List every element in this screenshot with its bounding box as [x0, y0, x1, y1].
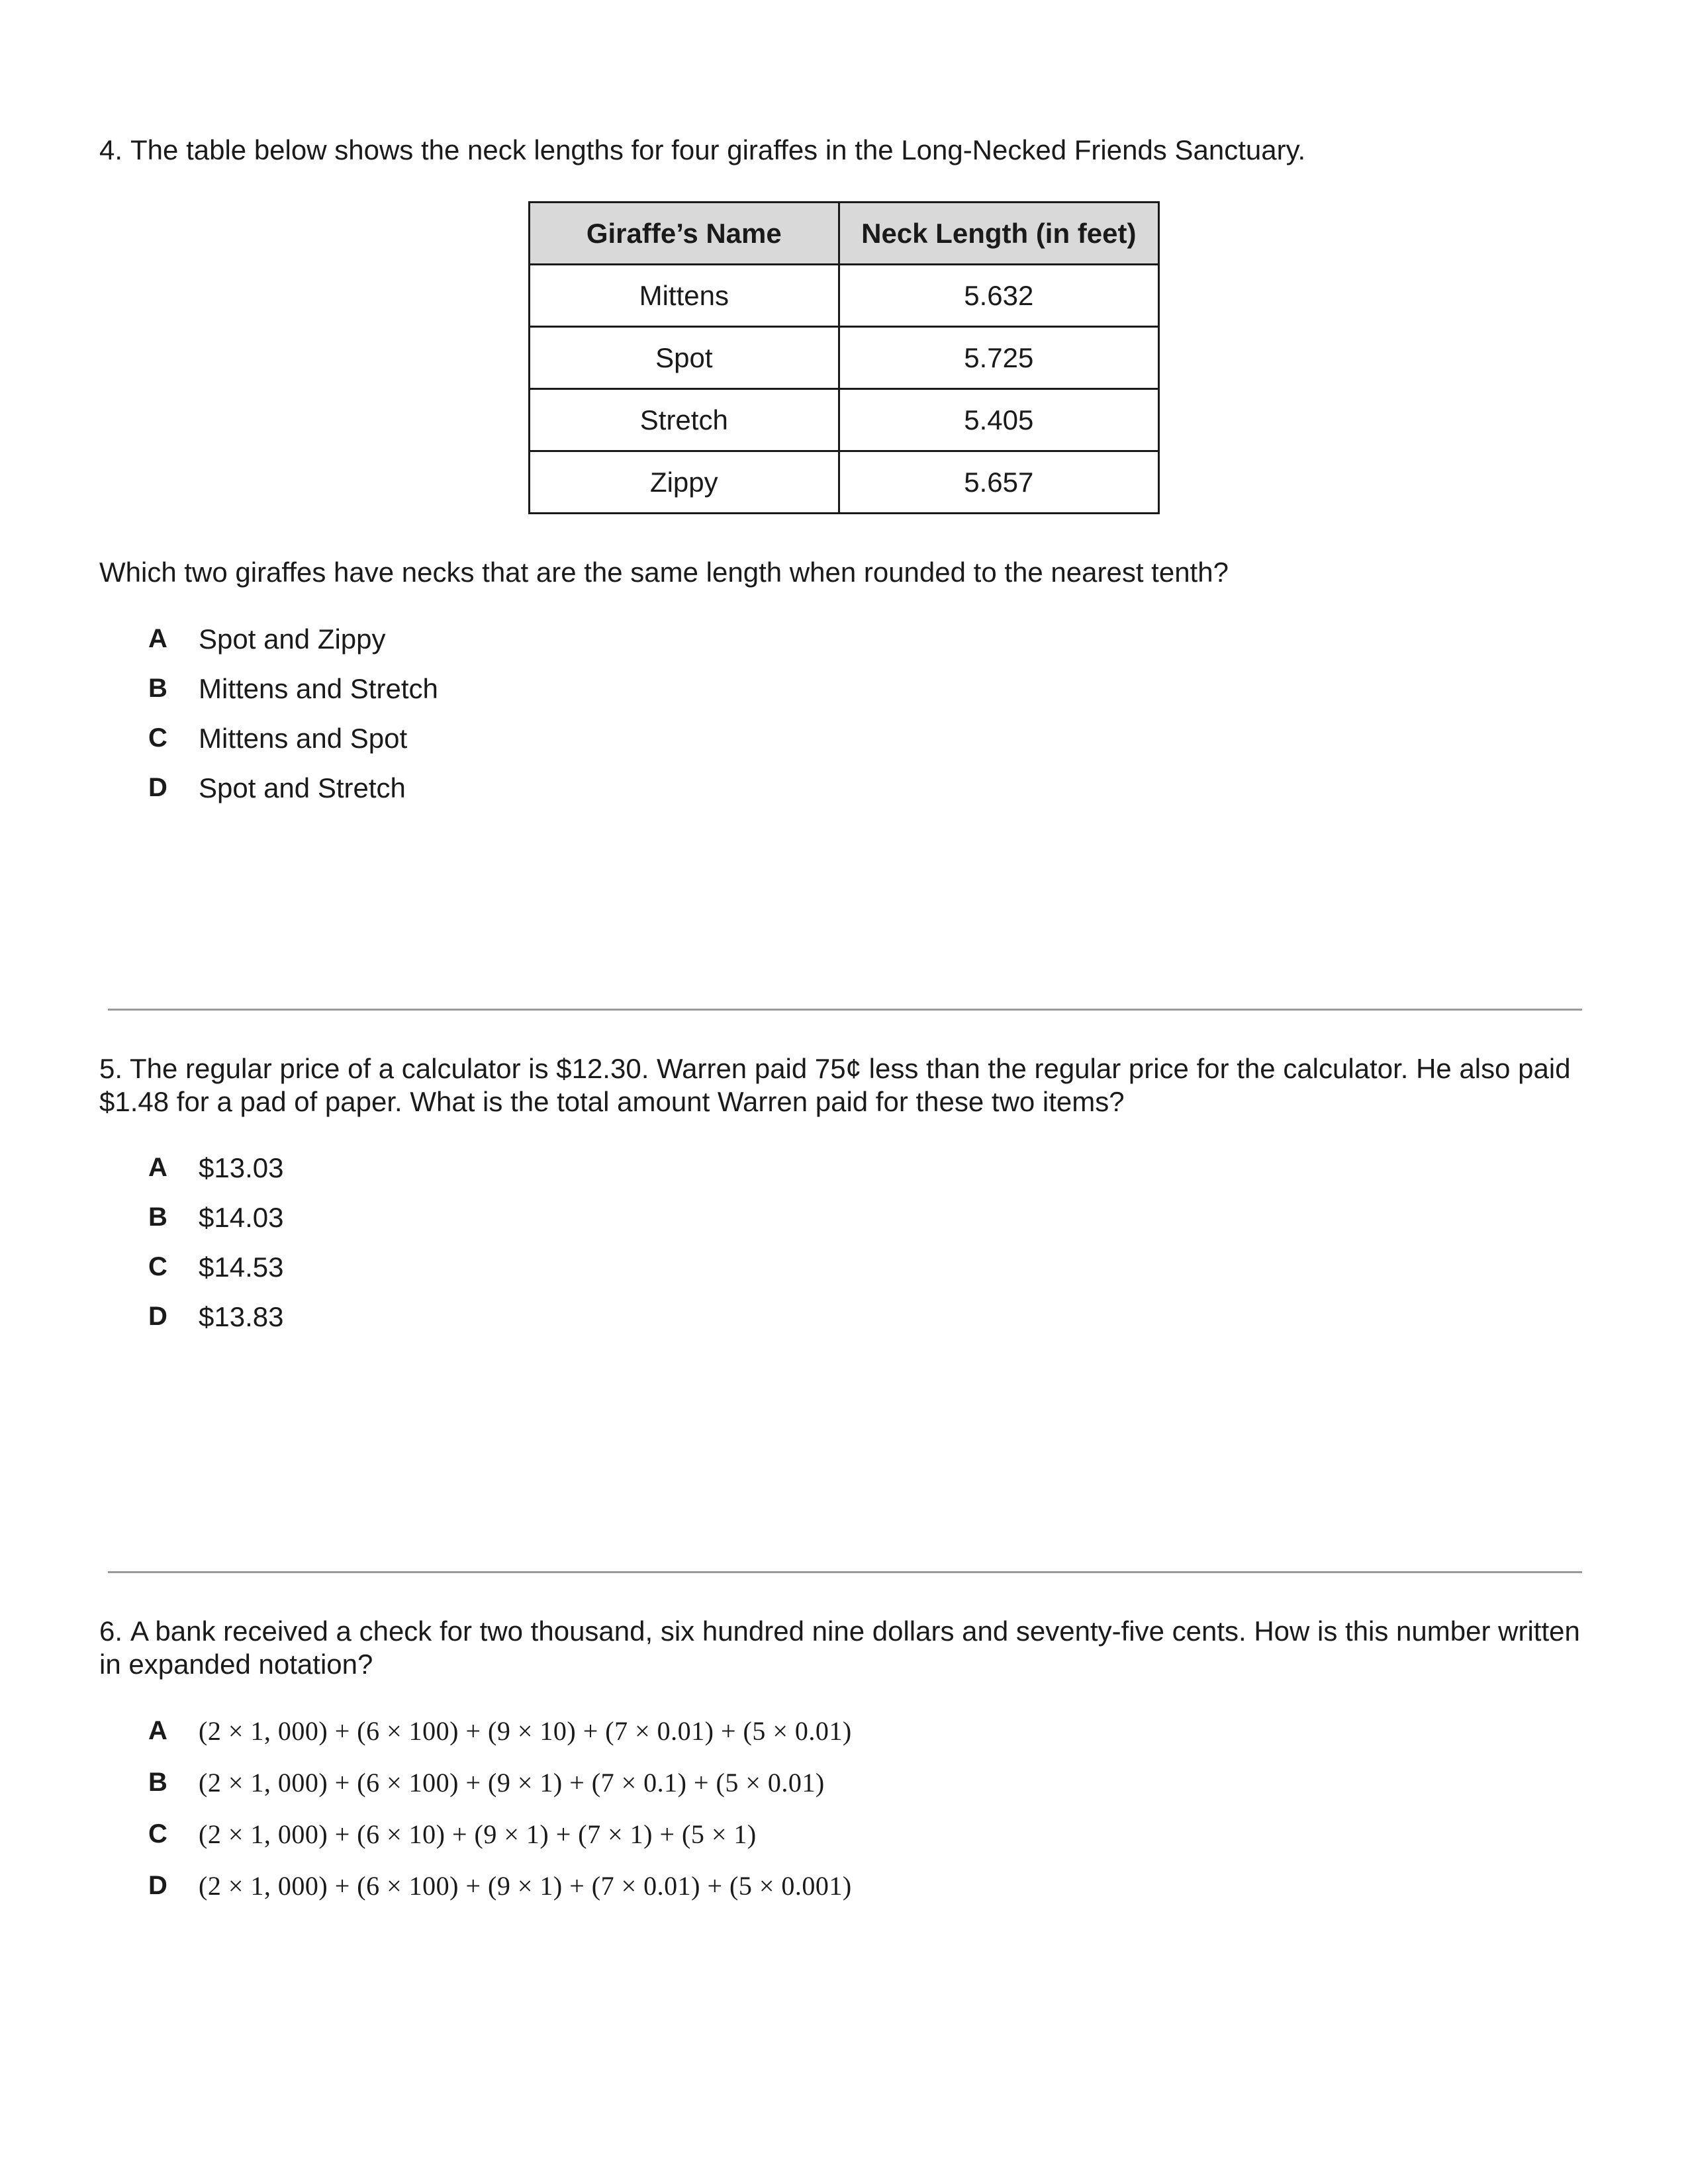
- q4-number: 4.: [99, 134, 123, 165]
- table-row: [530, 265, 1159, 327]
- cell-length: 5.657: [839, 451, 1158, 514]
- header-giraffe-name: Giraffe’s Name: [530, 203, 839, 265]
- table-row: [530, 327, 1159, 389]
- q6-choice-c[interactable]: [148, 1808, 852, 1860]
- q4-choice-c[interactable]: [148, 713, 438, 763]
- table-row: [530, 389, 1159, 451]
- q4-choice-a[interactable]: [148, 614, 438, 664]
- q5-stem: 5. The regular price of a calculator is $12.30. Warren paid 75¢ less than the regular price for the calculator. He also paid $1.48 for a pad of paper. What is the total amount Warren paid for these two items?: [99, 1053, 1571, 1117]
- cell-length: 5.405: [839, 389, 1158, 451]
- q4-stem-text: The table below shows the neck lengths for four giraffes in the Long-Necked Friends Sanctuary.: [130, 134, 1306, 165]
- cell-name: Mittens: [530, 265, 839, 327]
- choice-letter: A: [148, 1715, 167, 1745]
- choice-text: (2 × 1, 000) + (6 × 10) + (9 × 1) + (7 × 1) + (5 × 1): [199, 1819, 757, 1849]
- q6-choice-a[interactable]: [148, 1705, 852, 1756]
- choice-letter: A: [148, 1153, 167, 1182]
- q6-choice-b[interactable]: [148, 1756, 852, 1808]
- q6-number: 6.: [99, 1615, 123, 1647]
- choice-text: $13.03: [199, 1152, 284, 1183]
- q5-choice-b[interactable]: [148, 1193, 283, 1242]
- choice-text: Spot and Stretch: [199, 772, 406, 803]
- choice-text: $14.03: [199, 1201, 284, 1233]
- choice-letter: A: [148, 624, 167, 653]
- choice-text: (2 × 1, 000) + (6 × 100) + (9 × 1) + (7 × 0.01) + (5 × 0.001): [199, 1870, 852, 1901]
- choice-letter: C: [148, 1252, 167, 1281]
- q5-choice-d[interactable]: [148, 1292, 283, 1342]
- choice-letter: C: [148, 1819, 167, 1848]
- q4-stem: [99, 134, 1582, 167]
- q6-stem: [99, 1615, 1582, 1681]
- q4-choice-b[interactable]: [148, 664, 438, 713]
- choice-text: $14.53: [199, 1251, 284, 1283]
- choice-letter: C: [148, 723, 167, 752]
- choice-text: (2 × 1, 000) + (6 × 100) + (9 × 10) + (7 × 0.01) + (5 × 0.01): [199, 1715, 852, 1746]
- header-neck-length: Neck Length (in feet): [839, 203, 1158, 265]
- section-divider: [108, 1009, 1582, 1011]
- cell-length: 5.725: [839, 327, 1158, 389]
- q4-question: Which two giraffes have necks that are the same length when rounded to the nearest tenth?: [99, 557, 1229, 588]
- table-header-row: [530, 203, 1159, 265]
- choice-text: $13.83: [199, 1300, 284, 1332]
- cell-name: Stretch: [530, 389, 839, 451]
- cell-name: Zippy: [530, 451, 839, 514]
- choice-letter: D: [148, 773, 167, 802]
- choice-text: Spot and Zippy: [199, 623, 386, 655]
- choice-text: (2 × 1, 000) + (6 × 100) + (9 × 1) + (7 × 0.1) + (5 × 0.01): [199, 1767, 825, 1797]
- q5-choices: [148, 1143, 283, 1342]
- q6-choice-d[interactable]: [148, 1860, 852, 1911]
- cell-name: Spot: [530, 327, 839, 389]
- cell-length: 5.632: [839, 265, 1158, 327]
- q6-choices: [148, 1705, 852, 1911]
- choice-text: Mittens and Spot: [199, 722, 408, 754]
- table-row: [530, 451, 1159, 514]
- choice-letter: B: [148, 1203, 167, 1232]
- q6-stem-text: A bank received a check for two thousand, six hundred nine dollars and seventy-five cents. How is this number written in expanded notation?: [99, 1615, 1580, 1680]
- section-divider: [108, 1571, 1582, 1573]
- choice-letter: B: [148, 1767, 167, 1797]
- choice-letter: D: [148, 1870, 167, 1900]
- choice-text: Mittens and Stretch: [199, 672, 438, 704]
- choice-letter: D: [148, 1302, 167, 1331]
- q5-choice-a[interactable]: [148, 1143, 283, 1193]
- choice-letter: B: [148, 674, 167, 703]
- q4-choices: [148, 614, 438, 813]
- giraffe-neck-table: [528, 201, 1160, 514]
- q5-choice-c[interactable]: [148, 1242, 283, 1292]
- q4-choice-d[interactable]: [148, 763, 438, 813]
